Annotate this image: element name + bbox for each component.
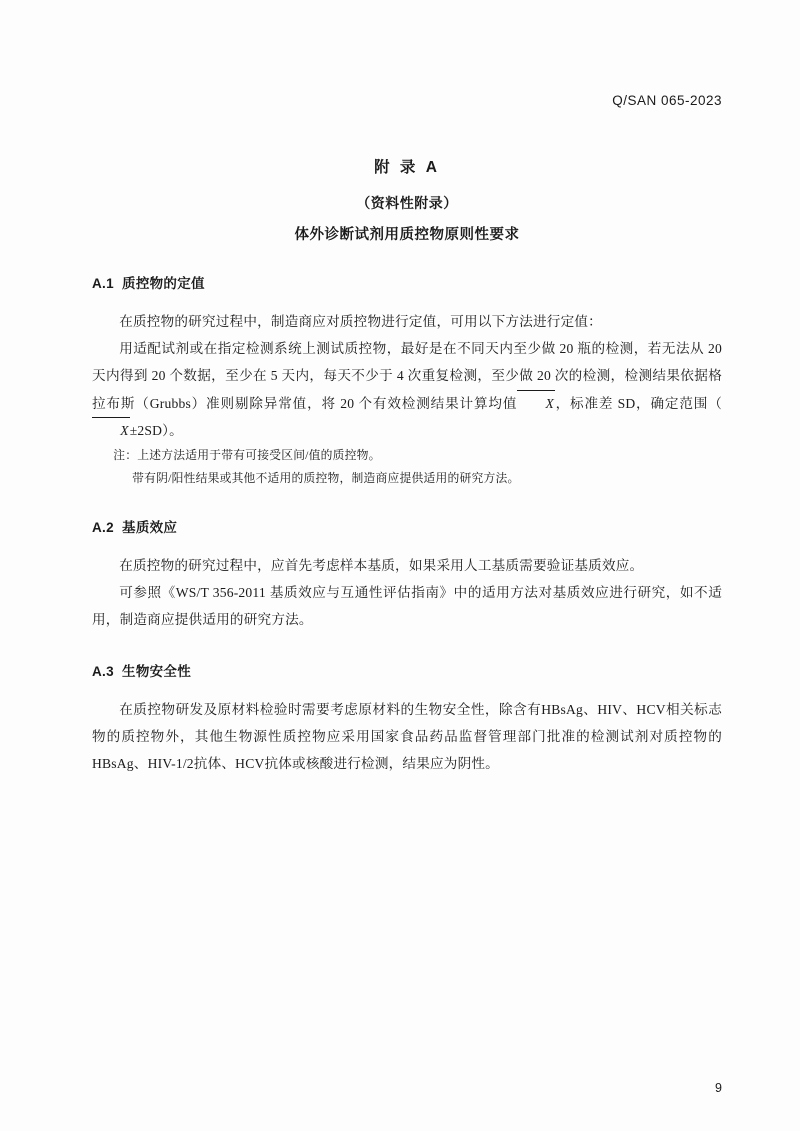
section-a1-formula-end: ±2SD）。 bbox=[129, 422, 183, 438]
section-a1-title: 质控物的定值 bbox=[122, 276, 205, 291]
section-a3-number: A.3 bbox=[92, 663, 114, 679]
section-a1-paragraph-1: 在质控物的研究过程中，制造商应对质控物进行定值，可用以下方法进行定值： bbox=[119, 314, 602, 329]
mean-symbol-1: X bbox=[517, 390, 555, 417]
mean-symbol-2: X bbox=[92, 417, 130, 444]
page-number: 9 bbox=[715, 1081, 722, 1095]
section-a2-paragraph-2: 可参照《WS/T 356-2011 基质效应与互通性评估指南》中的适用方法对基质效应进行研究，如不适用，制造商应提供适用的研究方法。 bbox=[92, 585, 722, 628]
section-a1-formula-tail: ，标准差 SD，确定范围（ bbox=[554, 395, 722, 411]
section-a2-paragraph-1: 在质控物的研究过程中，应首先考虑样本基质，如果采用人工基质需要验证基质效应。 bbox=[119, 557, 644, 573]
annex-heading: 体外诊断试剂用质控物原则性要求 bbox=[294, 227, 520, 243]
section-a3-title: 生物安全性 bbox=[122, 663, 192, 679]
section-a2-number: A.2 bbox=[92, 519, 114, 535]
section-a1 bbox=[92, 272, 722, 490]
section-a2 bbox=[92, 516, 722, 634]
section-a1-number: A.1 bbox=[92, 276, 114, 291]
page-content bbox=[92, 155, 722, 803]
section-a1-note-2: 带有阴/阳性结果或其他不适用的质控物，制造商应提供适用的研究方法。 bbox=[132, 470, 520, 485]
section-a1-paragraph-2-text: 用适配试剂或在指定检测系统上测试质控物，最好是在不同天内至少做 20 瓶的检测，若无法从 20 天内得到 20 个数据，至少在 5 天内，每天不少于 4 次重复检测，至少做 20 次的检测，检测结果依据格拉布斯（Grubbs）准则剔除异常值，将 20 个有效检测结果计算均值 bbox=[92, 341, 722, 411]
section-a3-paragraph-1: 在质控物研发及原材料检验时需要考虑原材料的生物安全性，除含有HBsAg、HIV、HCV相关标志物的质控物外，其他生物源性质控物应采用国家食品药品监督管理部门批准的检测试剂对质控物的HBsAg、HIV-1/2抗体、HCV抗体或核酸进行检测，结果应为阴性。 bbox=[92, 701, 722, 771]
section-a1-heading bbox=[92, 272, 722, 292]
section-a1-paragraph-2 bbox=[92, 335, 722, 444]
section-a2-title: 基质效应 bbox=[122, 519, 178, 535]
annex-title: 附 录 A bbox=[374, 159, 440, 176]
section-a1-note-1: 注：上述方法适用于带有可接受区间/值的质控物。 bbox=[113, 447, 381, 462]
section-a3 bbox=[92, 660, 722, 778]
annex-subtitle: （资料性附录） bbox=[356, 195, 458, 211]
header-standard-code: Q/SAN 065-2023 bbox=[612, 93, 722, 108]
section-a3-heading bbox=[92, 660, 722, 680]
section-a2-heading bbox=[92, 516, 722, 536]
